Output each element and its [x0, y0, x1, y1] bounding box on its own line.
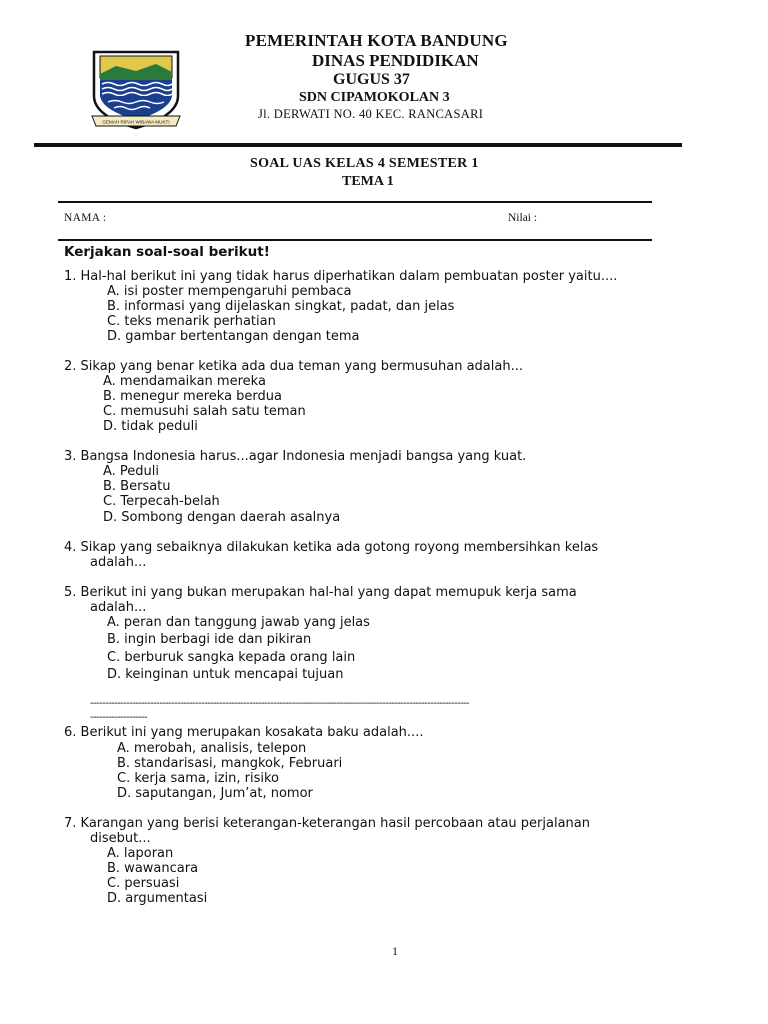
question-3-option-a: A. Peduli [103, 464, 160, 479]
question-1-option-d: D. gambar bertentangan dengan tema [107, 329, 360, 344]
question-7-option-d: D. argumentasi [107, 891, 208, 906]
header-school: SDN CIPAMOKOLAN 3 [299, 90, 450, 105]
question-2-option-a: A. mendamaikan mereka [103, 374, 266, 389]
question-1-option-c: C. teks menarik perhatian [107, 314, 276, 329]
question-6-option-d: D. saputangan, Jum’at, nomor [117, 786, 313, 801]
instruction-text: Kerjakan soal-soal berikut! [64, 244, 270, 260]
question-6-text: 6. Berikut ini yang merupakan kosakata baku adalah.... [64, 725, 424, 740]
separator-dashes-continued: ------------------- [90, 712, 148, 723]
question-3-text: 3. Bangsa Indonesia harus...agar Indonesia menjadi bangsa yang kuat. [64, 449, 527, 464]
bandung-coat-of-arms-logo [90, 50, 182, 130]
question-7-text: 7. Karangan yang berisi keterangan-keterangan hasil percobaan atau perjalanan [64, 816, 590, 831]
question-7-option-c: C. persuasi [107, 876, 180, 891]
question-3-option-c: C. Terpecah-belah [103, 494, 220, 509]
name-row-bottom-rule [58, 239, 652, 241]
header-cluster: GUGUS 37 [333, 71, 410, 88]
question-5-option-b: B. ingin berbagi ide dan pikiran [107, 632, 312, 647]
question-5-text: 5. Berikut ini yang bukan merupakan hal-hal yang dapat memupuk kerja sama [64, 585, 577, 600]
question-4-text: 4. Sikap yang sebaiknya dilakukan ketika ada gotong royong membersihkan kelas [64, 540, 599, 555]
question-2-option-c: C. memusuhi salah satu teman [103, 404, 306, 419]
question-2-option-d: D. tidak peduli [103, 419, 198, 434]
question-7-option-a: A. laporan [107, 846, 174, 861]
header-department: DINAS PENDIDIKAN [312, 51, 479, 70]
question-1-option-b: B. informasi yang dijelaskan singkat, padat, dan jelas [107, 299, 455, 314]
exam-title: SOAL UAS KELAS 4 SEMESTER 1 [250, 156, 479, 171]
question-3-option-d: D. Sombong dengan daerah asalnya [103, 510, 341, 525]
question-6-option-c: C. kerja sama, izin, risiko [117, 771, 280, 786]
question-1-text: 1. Hal-hal berikut ini yang tidak harus diperhatikan dalam pembuatan poster yaitu.... [64, 269, 618, 284]
header-divider [34, 143, 682, 147]
question-2-option-b: B. menegur mereka berdua [103, 389, 282, 404]
score-label: Nilai : [508, 212, 538, 224]
question-7-option-b: B. wawancara [107, 861, 199, 876]
question-4-text-continued: adalah... [90, 555, 147, 570]
question-5-option-a: A. peran dan tanggung jawab yang jelas [107, 615, 370, 630]
question-6-option-a: A. merobah, analisis, telepon [117, 741, 307, 756]
header-government: PEMERINTAH KOTA BANDUNG [245, 31, 508, 50]
question-2-text: 2. Sikap yang benar ketika ada dua teman yang bermusuhan adalah... [64, 359, 523, 374]
question-1-option-a: A. isi poster mempengaruhi pembaca [107, 284, 352, 299]
question-5-option-d: D. keinginan untuk mencapai tujuan [107, 667, 344, 682]
page-number: 1 [392, 944, 398, 958]
header-address: Jl. DERWATI NO. 40 KEC. RANCASARI [258, 107, 484, 121]
question-5-option-c: C. berburuk sangka kepada orang lain [107, 650, 356, 665]
name-row-top-rule [58, 201, 652, 203]
separator-dashes: ------------------------------------------------------------------------------------------------------------------------------ [90, 698, 470, 709]
exam-subtitle: TEMA 1 [342, 174, 394, 189]
question-3-option-b: B. Bersatu [103, 479, 171, 494]
logo-motto-text: GEMAH RIPAH WIBAWA MUKTI [102, 119, 170, 125]
question-5-text-continued: adalah... [90, 600, 147, 615]
question-7-text-continued: disebut... [90, 831, 151, 846]
question-6-option-b: B. standarisasi, mangkok, Februari [117, 756, 343, 771]
name-label: NAMA : [64, 212, 107, 224]
